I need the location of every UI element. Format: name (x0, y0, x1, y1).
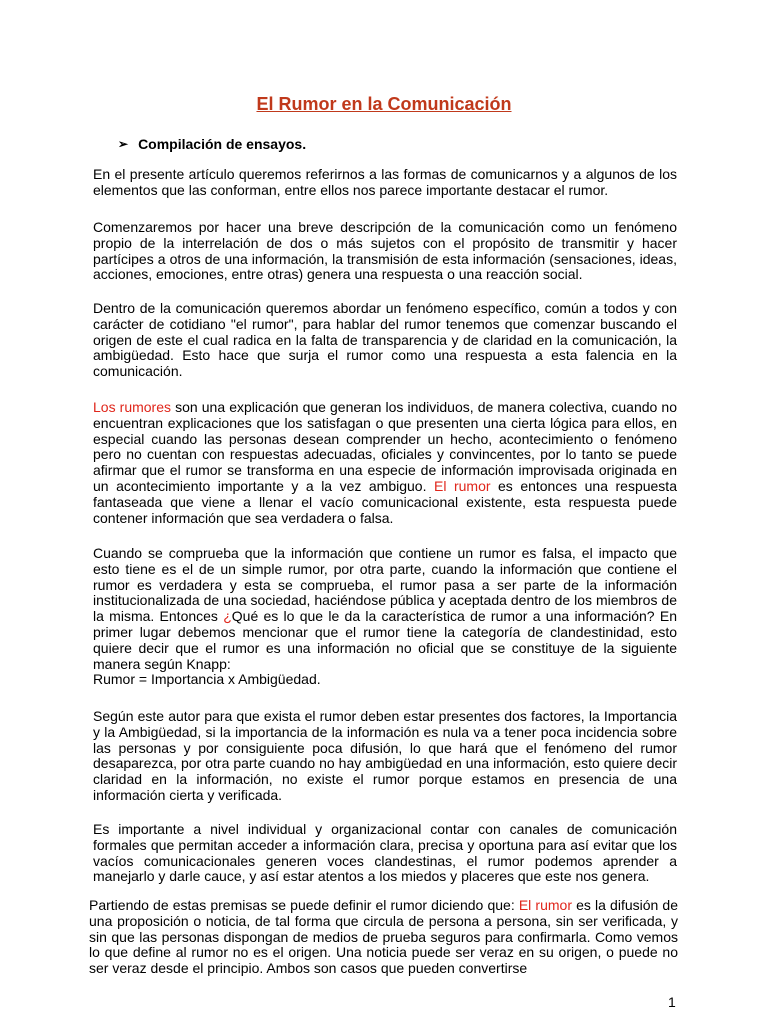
highlight-los-rumores: Los rumores (93, 399, 172, 415)
paragraph-7: Es importante a nivel individual y organizacional contar con canales de comunicación formales que permitan acceder a información clara, precisa y oportuna para así evitar que los vacíos comunicacionales generen voces clandestinas, el rumor podemos aprender a manejarlo y darle cauce, y así estar atentos a los miedos y placeres que este nos genera. (93, 821, 677, 885)
bullet-text: Compilación de ensayos. (138, 136, 307, 152)
bullet-item (118, 136, 306, 152)
paragraph-4-text-2: es entonces una respuesta fantaseada que viene a llenar el vacío comunicacional existente, esta respuesta puede contener información que sea verdadera o falsa. (93, 477, 677, 526)
page-number: 1 (668, 994, 676, 1010)
paragraph-5-text-1: Cuando se comprueba que la información que contiene un rumor es falsa, el impacto que esto tiene es el de un simple rumor, por otra parte, cuando la información que contiene el rumor es verdadera y esta se comprueba, el rumor pasa a ser parte de la información institucionalizada de una sociedad, haciéndose pública y aceptada dentro de los miembros de la misma. Entonces (93, 545, 677, 625)
arrow-bullet-icon: ➢ (118, 137, 129, 151)
paragraph-2: Comenzaremos por hacer una breve descripción de la comunicación como un fenómeno propio de la interrelación de dos o más sujetos con el propósito de transmitir y hacer partícipes a otros de una información, la transmisión de esta información (sensaciones, ideas, acciones, emociones, entre otras) genera una respuesta o una reacción social. (93, 219, 677, 283)
highlight-el-rumor-2: El rumor (518, 897, 572, 913)
paragraph-8-text-2: es la difusión de una proposición o noticia, de tal forma que circula de persona a persona, sin ser verificada, y sin que las personas dispongan de medios de prueba seguros para confirmarla. Como vemos lo que define al rumor no es el origen. Una noticia puede ser veraz en su origen, o puede no ser veraz desde el principio. Ambos son casos que pueden convertirse (89, 897, 678, 977)
paragraph-1: En el presente artículo queremos referirnos a las formas de comunicarnos y a algunos de los elementos que las conforman, entre ellos nos parece importante destacar el rumor. (93, 166, 677, 198)
paragraph-8 (89, 898, 678, 977)
paragraph-5 (93, 546, 677, 688)
rumor-formula: Rumor = Importancia x Ambigüedad. (93, 671, 321, 688)
paragraph-3: Dentro de la comunicación queremos abordar un fenómeno específico, común a todos y con carácter de cotidiano "el rumor", para hablar del rumor tenemos que comenzar buscando el origen de este el cual radica en la falta de transparencia y de claridad en la comunicación, la ambigüedad. Esto hace que surja el rumor como una respuesta a esta falencia en la comunicación. (93, 300, 677, 380)
highlight-question-mark: ¿ (223, 608, 232, 625)
paragraph-4 (93, 400, 677, 526)
document-title: El Rumor en la Comunicación (256, 94, 512, 114)
paragraph-8-text-1: Partiendo de estas premisas se puede definir el rumor diciendo que: (89, 897, 519, 913)
paragraph-6: Según este autor para que exista el rumor deben estar presentes dos factores, la Importancia y la Ambigüedad, si la importancia de la información es nula va a tener poca incidencia sobre las personas y por consiguiente poca difusión, lo que hará que el fenómeno del rumor desaparezca, por otra parte cuando no hay ambigüedad en una información, esto quiere decir claridad en la información, no existe el rumor porque estamos en presencia de una información cierta y verificada. (93, 708, 677, 803)
paragraph-5-text-2: Qué es lo que le da la característica de rumor a una información? En primer lugar debemos mencionar que el rumor tiene la categoría de clandestinidad, esto quiere decir que el rumor es una información no oficial que se constituye de la siguiente manera según Knapp: (93, 608, 677, 672)
paragraph-4-text-1: son una explicación que generan los individuos, de manera colectiva, cuando no encuentran explicaciones que los satisfagan o que presenten una cierta lógica para ellos, en especial cuando las personas desean comprender un hecho, acontecimiento o fenómeno pero no cuentan con respuestas adecuadas, oficiales y convincentes, por lo tanto se puede afirmar que el rumor se transforma en una especie de información improvisada originada en un acontecimiento importante y a la vez ambiguo. (93, 399, 677, 494)
highlight-el-rumor: El rumor (434, 477, 491, 494)
